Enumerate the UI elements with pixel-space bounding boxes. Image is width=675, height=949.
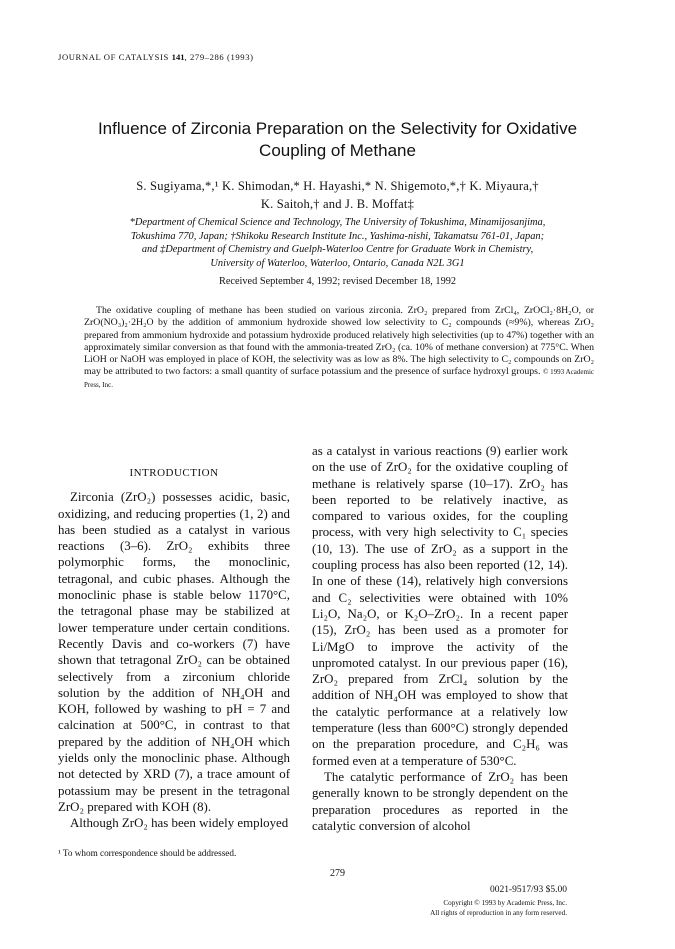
affiliations (60, 216, 615, 270)
intro-paragraph-2: Although ZrO₂ has been widely employed (70, 816, 289, 831)
right-paragraph-1: as a catalyst in various reactions (9) earlier work on the use of ZrO₂ for the oxidative coupling of methane is relatively sparse (10–17). ZrO₂ has been reported to be relatively inactive, as compared to various oxides, for the coupling process, with very high selectivity to C₁ species (10, 13). The use of ZrO₂ as a support in the coupling process has also been reported (12, 14). In one of these (14), relatively high conversions and C₂ selectivities were obtained with 10% Li₂O, Na₂O, or K₂O–ZrO₂. In a recent paper (15), ZrO₂ has been used as a promoter for Li/MgO to improve the activity of the unpromoted catalyst. In our previous paper (16), ZrO₂ prepared from ZrCl₄ solution by the addition of NH₄OH was employed to show that the catalytic performance at a relatively low temperature (less than 600°C) strongly depended on the preparation procedure, and C₂H₆ was formed even at a temperature of 530°C. (312, 444, 568, 768)
introduction-heading: INTRODUCTION (129, 467, 219, 479)
journal-pages: , 279–286 (1993) (184, 52, 254, 62)
page-number: 279 (330, 868, 345, 879)
affiliation-line-4: University of Waterloo, Waterloo, Ontario, Canada N2L 3G1 (210, 257, 465, 269)
article-title (40, 118, 635, 162)
issn-price: 0021-9517/93 $5.00 (489, 885, 567, 895)
title-line-1: Influence of Zirconia Preparation on the Selectivity for Oxidative (97, 119, 578, 138)
journal-volume: 141 (171, 52, 185, 62)
title-line-2: Coupling of Methane (259, 141, 416, 160)
copyright-line-2: All rights of reproduction in any form reserved. (430, 908, 567, 917)
abstract-copyright: © 1993 Academic Press, Inc. (84, 368, 595, 389)
intro-paragraph-1: Zirconia (ZrO₂) possesses acidic, basic, oxidizing, and reducing properties (1, 2) and has been studied as a catalyst in various reactions (3–6). ZrO₂ exhibits three polymorphic forms, the monoclinic, tetragonal, and cubic phases. Although the monoclinic phase is stable below 1170°C, the tetragonal phase may be stabilized at lower temperature under certain conditions. Recently Davis and co-workers (7) have shown that tetragonal ZrO₂ can be obtained selectively from a zirconium chloride solution by the addition of NH₄OH and KOH, followed by washing to pH = 7 and calcination at 500°C, in contrast to that prepared by the addition of NH₄OH which yields only the monoclinic phase. Although not detected by XRD (7), a trace amount of potassium may be present in the tetragonal ZrO₂ prepared with KOH (8). (58, 490, 290, 814)
affiliation-line-3: and ‡Department of Chemistry and Guelph-Waterloo Centre for Graduate Work in Chemistry, (141, 244, 534, 256)
abstract (84, 305, 594, 391)
footnote: ¹ To whom correspondence should be addressed. (58, 848, 237, 858)
affiliation-line-2: Tokushima 770, Japan; †Shikoku Research Institute Inc., Yashima-nishi, Takamatsu 761-01, Japan; (130, 230, 545, 242)
author-list (30, 177, 645, 213)
left-column (58, 462, 290, 832)
authors-line-2: K. Saitoh,† and J. B. Moffat‡ (260, 197, 415, 211)
journal-header (58, 52, 254, 62)
authors-line-1: S. Sugiyama,*,¹ K. Shimodan,* H. Hayashi,* N. Shigemoto,*,† K. Miyaura,† (136, 179, 539, 193)
affiliation-line-1: *Department of Chemical Science and Technology, The University of Tokushima, Minamijosanjima, (129, 217, 546, 228)
journal-name: JOURNAL OF CATALYSIS (58, 52, 169, 62)
right-paragraph-2: The catalytic performance of ZrO₂ has been generally known to be strongly dependent on the preparation procedures as reported in the catalytic conversion of alcohol (312, 769, 568, 833)
abstract-text: The oxidative coupling of methane has been studied on various zirconia. ZrO₂ prepared from ZrCl₄, ZrOCl₂·8H₂O, or ZrO(NO₃)₂·2H₂O by the addition of ammonium hydroxide showed low selectivity to C₂ compounds (≈9%), whereas ZrO₂ prepared from ammonium hydroxide and potassium hydroxide produced relatively high selectivities (up to 47%) together with an approximately similar conversion as that found with the ammonia-treated ZrO₂ (ca. 10% of methane conversion) at 775°C. When LiOH or NaOH was employed in place of KOH, the selectivity was as low as 8%. The high selectivity to C₂ compounds on ZrO₂ may be attributed to two factors: a small quantity of surface potassium and the presence of surface hydroxyl groups. (84, 305, 594, 378)
right-column (312, 443, 568, 834)
copyright-line-1: Copyright © 1993 by Academic Press, Inc. (443, 899, 567, 907)
received-dates: Received September 4, 1992; revised December 18, 1992 (218, 276, 457, 287)
copyright-notice (430, 899, 567, 918)
